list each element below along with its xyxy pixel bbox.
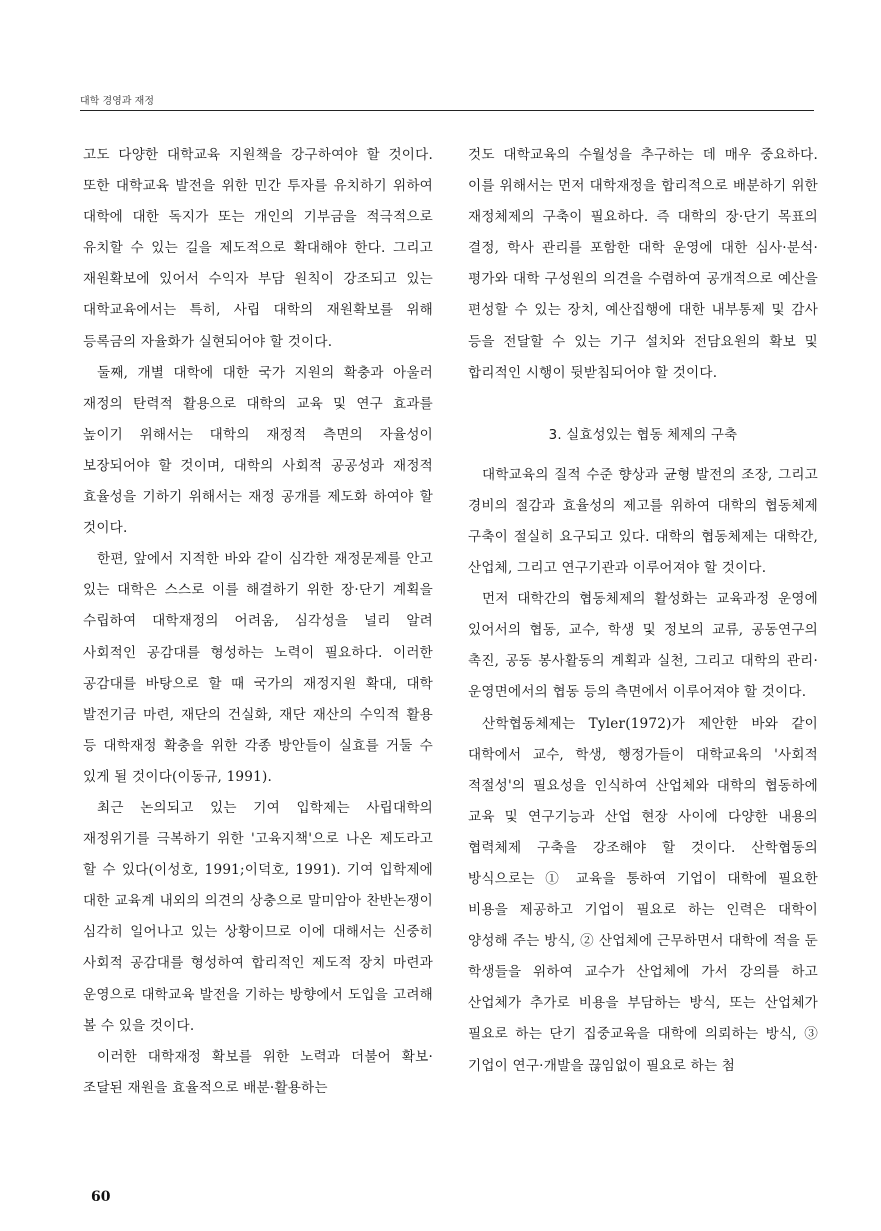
paragraph: 이러한 대학재정 확보를 위한 노력과 더불어 확보·조달된 재원을 효율적으로 배분·활용하는 (83, 1048, 433, 1096)
header-rule (80, 110, 814, 111)
paragraph: 최근 논의되고 있는 기여 입학제는 사립대학의 재정위기를 극복하기 위한 '고육지책'으로 나온 제도라고 할 수 있다(이성호, 1991;이덕호, 1991). 기여 입학제에 대한 교육계 내외의 의견의 상충으로 말미암아 찬반논쟁이 심각히 일어나고 있는 상황이므로 이에 대해서는 신중히 사회적 공감대를 형성하여 합리적인 제도적 장치 마련과 운영으로 대학교육 발전을 기하는 방향에서 도입을 고려해 볼 수 있을 것이다. (83, 799, 433, 1034)
paragraph: 것도 대학교육의 수월성을 추구하는 데 매우 중요하다. 이를 위해서는 먼저 대학재정을 합리적으로 배분하기 위한 재정체제의 구축이 필요하다. 즉 대학의 장·단기 목표의 결정, 학사 관리를 포함한 대학 운영에 대한 심사·분석·평가와 대학 구성원의 의견을 수렴하여 공개적으로 예산을 편성할 수 있는 장치, 예산집행에 대한 내부통제 및 감사 등을 전달할 수 있는 기구 설치와 전담요원의 확보 및 합리적인 시행이 뒷받침되어야 할 것이다. (468, 147, 818, 381)
paragraph: 고도 다양한 대학교육 지원책을 강구하여야 할 것이다. 또한 대학교육 발전을 위한 민간 투자를 유치하기 위하여 대학에 대한 독지가 또는 개인의 기부금을 적극적으로 유치할 수 있는 길을 제도적으로 확대해야 한다. 그리고 재원확보에 있어서 수익자 부담 원칙이 강조되고 있는 대학교육에서는 특히, 사립 대학의 재원확보를 위해 등록금의 자율화가 실현되어야 할 것이다. (83, 147, 433, 350)
paragraph: 먼저 대학간의 협동체제의 활성화는 교육과정 운영에 있어서의 협동, 교수, 학생 및 정보의 교류, 공동연구의 촉진, 공동 봉사활동의 계획과 실천, 그리고 대학의 관리·운영면에서의 협동 등의 측면에서 이루어져야 할 것이다. (468, 591, 818, 701)
right-column (468, 140, 818, 1082)
page-number: 60 (91, 1189, 111, 1205)
paragraph: 한편, 앞에서 지적한 바와 같이 심각한 재정문제를 안고 있는 대학은 스스로 이를 해결하기 위한 장·단기 계획을 수립하여 대학재정의 어려움, 심각성을 널리 알려 사회적인 공감대를 형성하는 노력이 필요하다. 이러한 공감대를 바탕으로 할 때 국가의 재정지원 확대, 대학 발전기금 마련, 재단의 건실화, 재단 재산의 수익적 활용 등 대학재정 확충을 위한 각종 방안들이 실효를 거둘 수 있게 될 것이다(이동규, 1991). (83, 551, 433, 785)
paragraph: 산학협동체제는 Tyler(1972)가 제안한 바와 같이 대학에서 교수, 학생, 행정가들이 대학교육의 '사회적 적절성'의 필요성을 인식하여 산업체와 대학의 협동하에 교육 및 연구기능과 산업 현장 사이에 다양한 내용의 협력체제 구축을 강조해야 할 것이다. 산학협동의 방식으로는 ① 교육을 통하여 기업이 대학에 필요한 비용을 제공하고 기업이 필요로 하는 인력은 대학이 양성해 주는 방식, ② 산업체에 근무하면서 대학에 적을 둔 학생들을 위하여 교수가 산업체에 가서 강의를 하고 산업체가 추가로 비용을 부담하는 방식, 또는 산업체가 필요로 하는 단기 집중교육을 대학에 의뢰하는 방식, ③ 기업이 연구·개발을 끊임없이 필요로 하는 첨 (468, 715, 818, 1074)
paragraph: 둘째, 개별 대학에 대한 국가 지원의 확충과 아울러 재정의 탄력적 활용으로 대학의 교육 및 연구 효과를 높이기 위해서는 대학의 재정적 측면의 자율성이 보장되어야 할 것이며, 대학의 사회적 공공성과 재정적 효율성을 기하기 위해서는 재정 공개를 제도화 하여야 할 것이다. (83, 364, 433, 537)
section-heading: 3. 실효성있는 협동 체제의 구축 (548, 427, 738, 443)
paragraph: 대학교육의 질적 수준 향상과 균형 발전의 조장, 그리고 경비의 절감과 효율성의 제고를 위하여 대학의 협동체제 구축이 절실히 요구되고 있다. 대학의 협동체제는 대학간, 산업체, 그리고 연구기관과 이루어져야 할 것이다. (468, 466, 818, 577)
left-column (83, 140, 433, 1104)
running-header: 대학 경영과 재정 (80, 96, 154, 107)
